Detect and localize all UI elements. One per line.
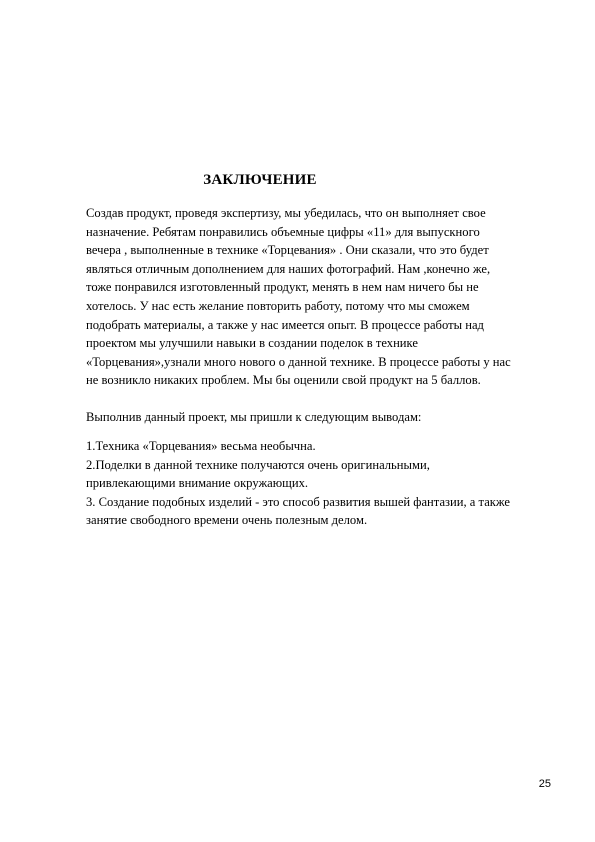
paragraph-line: Создав продукт, проведя экспертизу, мы убедилась, что он выполняет свое <box>86 206 486 220</box>
conclusions-list <box>86 437 556 530</box>
paragraph-line: хотелось. У нас есть желание повторить работу, потому что мы сможем <box>86 298 470 313</box>
conclusion-line: 3. Создание подобных изделий - это способ развития вышей фантазии, а также <box>86 494 511 509</box>
conclusion-line: 2.Поделки в данной технике получаются очень оригинальными, <box>86 457 430 472</box>
paragraph-line: являться отличным дополнением для наших фотографий. Нам ,конечно же, <box>86 261 491 276</box>
conclusion-line: занятие свободного времени очень полезным делом. <box>86 513 368 528</box>
page-number: 25 <box>538 778 551 790</box>
conclusions-intro-line: Выполнив данный проект, мы пришли к следующим выводам: <box>86 410 422 424</box>
page-title: ЗАКЛЮЧЕНИЕ <box>203 172 317 188</box>
paragraph-line: вечера , выполненные в технике «Торцевания» . Они сказали, что это будет <box>86 243 489 258</box>
paragraph-line: назначение. Ребятам понравились объемные цифры «11» для выпускного <box>86 224 480 239</box>
paragraph-line: не возникло никаких проблем. Мы бы оценили свой продукт на 5 баллов. <box>86 373 481 388</box>
paragraph-line: проектом мы улучшили навыки в создании поделок в технике <box>86 336 418 351</box>
main-paragraph <box>86 204 556 390</box>
paragraph-line: тоже понравился изготовленный продукт, менять в нем нам ничего бы не <box>86 280 479 295</box>
paragraph-line: подобрать материалы, а также у нас имеется опыт. В процессе работы над <box>86 317 484 332</box>
paragraph-line: «Торцевания»,узнали много нового о данной технике. В процессе работы у нас <box>86 354 511 369</box>
conclusions-intro <box>86 408 556 427</box>
conclusion-line: 1.Техника «Торцевания» весьма необычна. <box>86 439 316 453</box>
conclusion-line: привлекающими внимание окружающих. <box>86 476 309 491</box>
